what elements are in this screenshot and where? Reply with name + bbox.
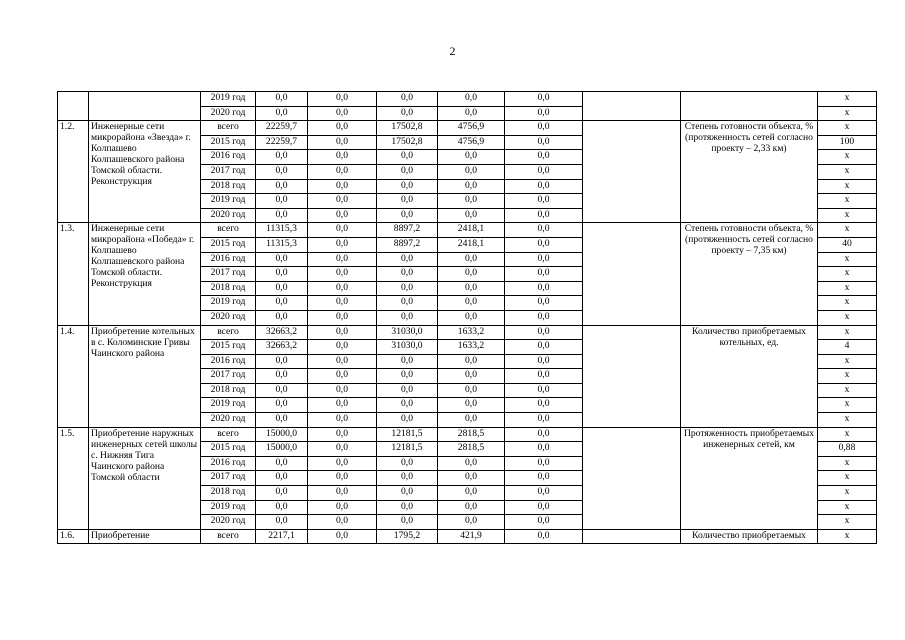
amount-cell: 0,0 <box>377 296 438 311</box>
amount-cell: 0,0 <box>377 413 438 428</box>
amount-cell: 1633,2 <box>438 325 505 340</box>
indicator-value: x <box>818 296 877 311</box>
indicator-value: x <box>818 383 877 398</box>
measure-name: Приобретение котельных в с. Коломинские Гривы Чаинского района <box>89 325 201 427</box>
period-cell: 2020 год <box>201 208 256 223</box>
amount-cell: 0,0 <box>438 456 505 471</box>
amount-cell: 0,0 <box>505 500 583 515</box>
amount-cell: 8897,2 <box>377 237 438 252</box>
amount-cell: 0,0 <box>505 529 583 544</box>
indicator-value: x <box>818 325 877 340</box>
period-cell: всего <box>201 223 256 238</box>
indicator-value: x <box>818 500 877 515</box>
amount-cell: 0,0 <box>438 471 505 486</box>
indicator-value: x <box>818 427 877 442</box>
amount-cell: 0,0 <box>377 150 438 165</box>
amount-cell: 0,0 <box>308 471 377 486</box>
indicator-value: x <box>818 223 877 238</box>
amount-cell: 0,0 <box>377 106 438 121</box>
amount-cell: 0,0 <box>505 325 583 340</box>
amount-cell: 0,0 <box>256 369 308 384</box>
amount-cell: 31030,0 <box>377 340 438 355</box>
amount-cell: 22259,7 <box>256 135 308 150</box>
amount-cell: 0,0 <box>308 150 377 165</box>
indicator-name: Степень готовности объекта, % (протяженность сетей согласно проекту – 2,33 км) <box>681 121 818 223</box>
indicator-value: x <box>818 369 877 384</box>
amount-cell: 0,0 <box>308 340 377 355</box>
period-cell: всего <box>201 121 256 136</box>
table-row <box>58 427 877 442</box>
period-cell: 2017 год <box>201 471 256 486</box>
amount-cell: 0,0 <box>505 456 583 471</box>
indicator-name: Степень готовности объекта, % (протяженность сетей согласно проекту – 7,35 км) <box>681 223 818 325</box>
amount-cell: 0,0 <box>256 471 308 486</box>
amount-cell: 0,0 <box>308 383 377 398</box>
period-cell: 2019 год <box>201 194 256 209</box>
period-cell: 2015 год <box>201 237 256 252</box>
amount-cell: 15000,0 <box>256 442 308 457</box>
amount-cell: 32663,2 <box>256 340 308 355</box>
period-cell: 2015 год <box>201 340 256 355</box>
table-row <box>58 529 877 544</box>
indicator-value: x <box>818 529 877 544</box>
amount-cell: 11315,3 <box>256 237 308 252</box>
indicator-value: x <box>818 413 877 428</box>
indicator-value: 0,88 <box>818 442 877 457</box>
amount-cell: 0,0 <box>438 398 505 413</box>
amount-cell: 0,0 <box>438 383 505 398</box>
period-cell: 2018 год <box>201 281 256 296</box>
amount-cell: 0,0 <box>256 252 308 267</box>
amount-cell: 0,0 <box>308 164 377 179</box>
indicator-value: x <box>818 106 877 121</box>
amount-cell: 0,0 <box>377 310 438 325</box>
amount-cell: 0,0 <box>438 500 505 515</box>
indicator-value: x <box>818 194 877 209</box>
amount-cell: 31030,0 <box>377 325 438 340</box>
amount-cell: 0,0 <box>377 92 438 107</box>
row-number: 1.3. <box>58 223 89 325</box>
amount-cell: 0,0 <box>308 179 377 194</box>
amount-cell: 0,0 <box>377 208 438 223</box>
table-row <box>58 223 877 238</box>
amount-cell: 0,0 <box>377 456 438 471</box>
row-number: 1.4. <box>58 325 89 427</box>
period-cell: 2017 год <box>201 369 256 384</box>
amount-cell: 0,0 <box>438 486 505 501</box>
amount-cell: 0,0 <box>256 500 308 515</box>
amount-cell: 0,0 <box>308 413 377 428</box>
amount-cell: 4756,9 <box>438 121 505 136</box>
indicator-value: x <box>818 486 877 501</box>
amount-cell: 0,0 <box>308 223 377 238</box>
amount-cell: 0,0 <box>505 471 583 486</box>
period-cell: 2020 год <box>201 413 256 428</box>
amount-cell: 2217,1 <box>256 529 308 544</box>
amount-cell: 22259,7 <box>256 121 308 136</box>
amount-cell: 0,0 <box>438 164 505 179</box>
amount-cell: 0,0 <box>438 281 505 296</box>
indicator-name: Количество приобретаемых <box>681 529 818 544</box>
amount-cell: 0,0 <box>256 383 308 398</box>
indicator-value: 40 <box>818 237 877 252</box>
indicator-value: x <box>818 471 877 486</box>
indicator-value: x <box>818 92 877 107</box>
amount-cell: 0,0 <box>438 515 505 530</box>
amount-cell: 0,0 <box>256 398 308 413</box>
amount-cell: 0,0 <box>505 340 583 355</box>
amount-cell: 0,0 <box>377 281 438 296</box>
amount-cell: 0,0 <box>505 486 583 501</box>
amount-cell: 2818,5 <box>438 427 505 442</box>
table-row <box>58 92 877 107</box>
amount-cell: 0,0 <box>505 310 583 325</box>
amount-cell: 11315,3 <box>256 223 308 238</box>
amount-cell: 0,0 <box>505 281 583 296</box>
amount-cell: 0,0 <box>308 354 377 369</box>
period-cell: всего <box>201 325 256 340</box>
amount-cell: 0,0 <box>505 179 583 194</box>
amount-cell: 0,0 <box>505 150 583 165</box>
amount-cell: 0,0 <box>505 442 583 457</box>
amount-cell: 0,0 <box>377 369 438 384</box>
amount-cell: 0,0 <box>438 92 505 107</box>
indicator-value: x <box>818 310 877 325</box>
executor-cell <box>583 427 681 529</box>
amount-cell: 0,0 <box>505 92 583 107</box>
amount-cell: 0,0 <box>308 486 377 501</box>
amount-cell: 0,0 <box>308 529 377 544</box>
measure-name: Приобретение наружных инженерных сетей школы с. Нижняя Тига Чаинского района Томской области <box>89 427 201 529</box>
indicator-value: x <box>818 456 877 471</box>
amount-cell: 0,0 <box>308 281 377 296</box>
amount-cell: 0,0 <box>308 106 377 121</box>
amount-cell: 0,0 <box>308 325 377 340</box>
table-row <box>58 121 877 136</box>
indicator-value: x <box>818 252 877 267</box>
measure-name: Инженерные сети микрорайона «Победа» г. Колпашево Колпашевского района Томской области. Реконструкция <box>89 223 201 325</box>
amount-cell: 0,0 <box>308 92 377 107</box>
amount-cell: 0,0 <box>438 354 505 369</box>
amount-cell: 8897,2 <box>377 223 438 238</box>
amount-cell: 0,0 <box>377 500 438 515</box>
amount-cell: 0,0 <box>505 135 583 150</box>
period-cell: 2019 год <box>201 296 256 311</box>
amount-cell: 0,0 <box>505 267 583 282</box>
period-cell: 2015 год <box>201 442 256 457</box>
amount-cell: 0,0 <box>256 92 308 107</box>
period-cell: 2017 год <box>201 267 256 282</box>
amount-cell: 0,0 <box>256 281 308 296</box>
program-table <box>57 91 877 544</box>
period-cell: 2019 год <box>201 500 256 515</box>
amount-cell: 1795,2 <box>377 529 438 544</box>
period-cell: 2019 год <box>201 398 256 413</box>
period-cell: 2017 год <box>201 164 256 179</box>
period-cell: 2016 год <box>201 354 256 369</box>
amount-cell: 0,0 <box>308 456 377 471</box>
amount-cell: 0,0 <box>505 427 583 442</box>
amount-cell: 0,0 <box>256 413 308 428</box>
amount-cell: 0,0 <box>438 194 505 209</box>
amount-cell: 0,0 <box>377 383 438 398</box>
amount-cell: 0,0 <box>308 252 377 267</box>
amount-cell: 0,0 <box>505 354 583 369</box>
amount-cell: 0,0 <box>256 354 308 369</box>
period-cell: 2020 год <box>201 515 256 530</box>
indicator-value: x <box>818 354 877 369</box>
amount-cell: 2818,5 <box>438 442 505 457</box>
amount-cell: 0,0 <box>438 106 505 121</box>
amount-cell: 0,0 <box>377 252 438 267</box>
period-cell: 2016 год <box>201 252 256 267</box>
period-cell: 2018 год <box>201 486 256 501</box>
indicator-name: Количество приобретаемых котельных, ед. <box>681 325 818 427</box>
amount-cell: 0,0 <box>377 486 438 501</box>
table-row <box>58 325 877 340</box>
amount-cell: 0,0 <box>308 310 377 325</box>
amount-cell: 0,0 <box>505 208 583 223</box>
period-cell: 2019 год <box>201 92 256 107</box>
amount-cell: 0,0 <box>256 456 308 471</box>
period-cell: всего <box>201 529 256 544</box>
amount-cell: 0,0 <box>308 369 377 384</box>
page-number: 2 <box>449 44 456 58</box>
amount-cell: 0,0 <box>438 369 505 384</box>
amount-cell: 0,0 <box>308 135 377 150</box>
indicator-value: x <box>818 179 877 194</box>
amount-cell: 0,0 <box>308 267 377 282</box>
amount-cell: 0,0 <box>505 398 583 413</box>
indicator-name: Протяженность приобретаемых инженерных сетей, км <box>681 427 818 529</box>
amount-cell: 0,0 <box>505 106 583 121</box>
period-cell: 2018 год <box>201 383 256 398</box>
amount-cell: 0,0 <box>438 413 505 428</box>
amount-cell: 32663,2 <box>256 325 308 340</box>
row-number: 1.6. <box>58 529 89 544</box>
period-cell: 2020 год <box>201 310 256 325</box>
measure-name: Инженерные сети микрорайона «Звезда» г. Колпашево Колпашевского района Томской области. Реконструкция <box>89 121 201 223</box>
amount-cell: 0,0 <box>505 237 583 252</box>
amount-cell: 2418,1 <box>438 223 505 238</box>
amount-cell: 0,0 <box>377 354 438 369</box>
amount-cell: 0,0 <box>308 121 377 136</box>
amount-cell: 0,0 <box>256 267 308 282</box>
amount-cell: 0,0 <box>377 194 438 209</box>
amount-cell: 0,0 <box>438 267 505 282</box>
indicator-value: x <box>818 164 877 179</box>
executor-cell <box>583 223 681 325</box>
amount-cell: 0,0 <box>438 208 505 223</box>
amount-cell: 421,9 <box>438 529 505 544</box>
amount-cell: 0,0 <box>505 252 583 267</box>
period-cell: 2016 год <box>201 456 256 471</box>
amount-cell: 0,0 <box>505 121 583 136</box>
indicator-value: x <box>818 267 877 282</box>
amount-cell: 12181,5 <box>377 442 438 457</box>
amount-cell: 0,0 <box>256 515 308 530</box>
amount-cell: 0,0 <box>377 164 438 179</box>
amount-cell: 0,0 <box>256 106 308 121</box>
amount-cell: 0,0 <box>505 164 583 179</box>
amount-cell: 0,0 <box>505 369 583 384</box>
amount-cell: 0,0 <box>438 179 505 194</box>
indicator-name <box>681 92 818 121</box>
indicator-value: x <box>818 281 877 296</box>
amount-cell: 0,0 <box>256 194 308 209</box>
amount-cell: 0,0 <box>438 252 505 267</box>
amount-cell: 0,0 <box>256 310 308 325</box>
amount-cell: 0,0 <box>377 471 438 486</box>
period-cell: всего <box>201 427 256 442</box>
executor-cell <box>583 121 681 223</box>
row-number: 1.5. <box>58 427 89 529</box>
amount-cell: 0,0 <box>505 515 583 530</box>
amount-cell: 0,0 <box>505 383 583 398</box>
amount-cell: 0,0 <box>505 223 583 238</box>
amount-cell: 4756,9 <box>438 135 505 150</box>
amount-cell: 0,0 <box>308 194 377 209</box>
amount-cell: 0,0 <box>505 194 583 209</box>
amount-cell: 0,0 <box>377 398 438 413</box>
indicator-value: x <box>818 208 877 223</box>
measure-name <box>89 92 201 121</box>
amount-cell: 0,0 <box>308 427 377 442</box>
amount-cell: 0,0 <box>438 296 505 311</box>
amount-cell: 0,0 <box>438 310 505 325</box>
amount-cell: 0,0 <box>308 296 377 311</box>
indicator-value: 100 <box>818 135 877 150</box>
amount-cell: 0,0 <box>505 296 583 311</box>
amount-cell: 0,0 <box>438 150 505 165</box>
amount-cell: 12181,5 <box>377 427 438 442</box>
period-cell: 2016 год <box>201 150 256 165</box>
period-cell: 2015 год <box>201 135 256 150</box>
amount-cell: 17502,8 <box>377 121 438 136</box>
amount-cell: 15000,0 <box>256 427 308 442</box>
indicator-value: 4 <box>818 340 877 355</box>
amount-cell: 0,0 <box>256 164 308 179</box>
executor-cell <box>583 529 681 544</box>
executor-cell <box>583 325 681 427</box>
period-cell: 2020 год <box>201 106 256 121</box>
amount-cell: 0,0 <box>377 515 438 530</box>
amount-cell: 0,0 <box>308 398 377 413</box>
indicator-value: x <box>818 121 877 136</box>
amount-cell: 0,0 <box>308 237 377 252</box>
row-number: 1.2. <box>58 121 89 223</box>
period-cell: 2018 год <box>201 179 256 194</box>
executor-cell <box>583 92 681 121</box>
amount-cell: 1633,2 <box>438 340 505 355</box>
amount-cell: 0,0 <box>256 486 308 501</box>
amount-cell: 0,0 <box>377 267 438 282</box>
amount-cell: 2418,1 <box>438 237 505 252</box>
amount-cell: 0,0 <box>256 179 308 194</box>
amount-cell: 0,0 <box>308 442 377 457</box>
amount-cell: 0,0 <box>308 208 377 223</box>
amount-cell: 0,0 <box>256 150 308 165</box>
amount-cell: 0,0 <box>256 296 308 311</box>
amount-cell: 0,0 <box>308 500 377 515</box>
amount-cell: 0,0 <box>308 515 377 530</box>
amount-cell: 0,0 <box>256 208 308 223</box>
amount-cell: 17502,8 <box>377 135 438 150</box>
indicator-value: x <box>818 398 877 413</box>
indicator-value: x <box>818 515 877 530</box>
amount-cell: 0,0 <box>505 413 583 428</box>
amount-cell: 0,0 <box>377 179 438 194</box>
indicator-value: x <box>818 150 877 165</box>
measure-name: Приобретение <box>89 529 201 544</box>
row-number <box>58 92 89 121</box>
